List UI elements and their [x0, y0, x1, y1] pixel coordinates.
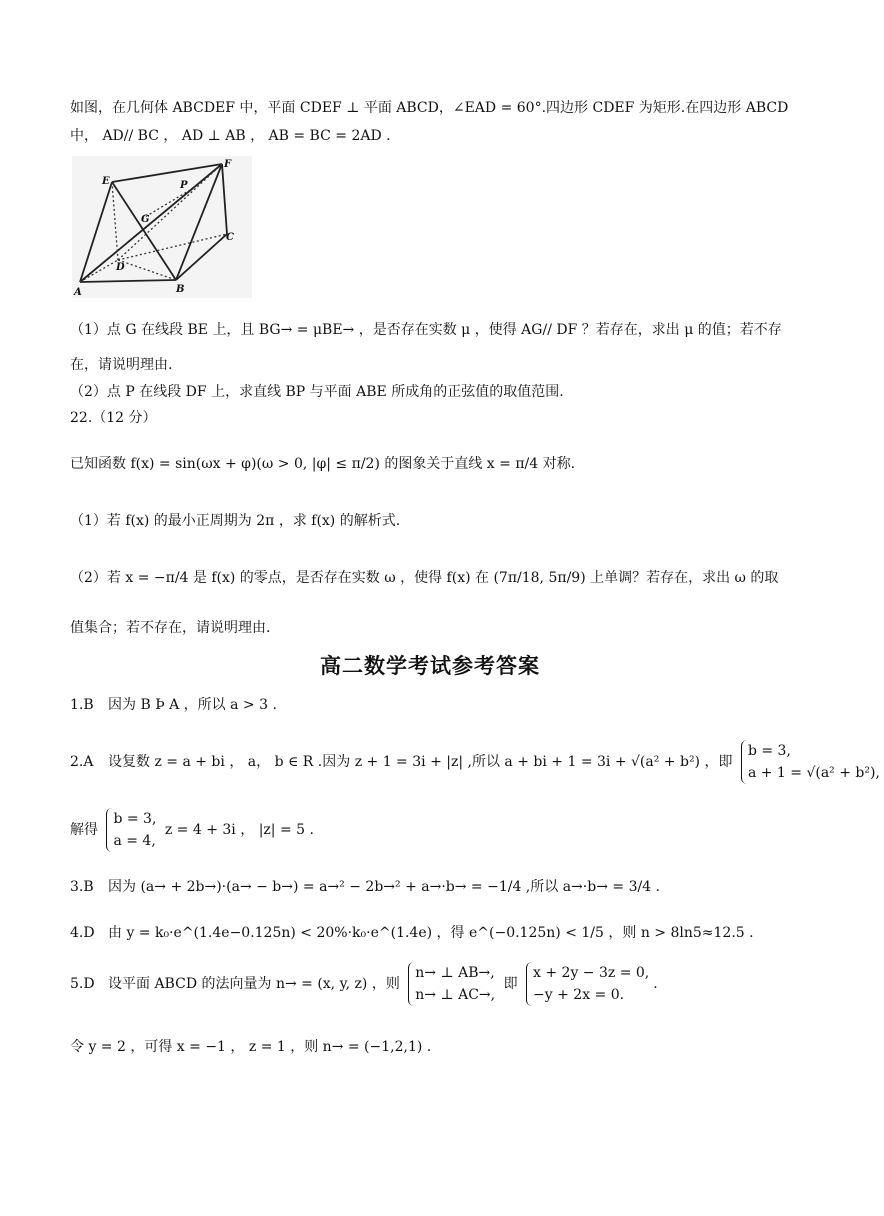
problem21-q1-line2: 在，请说明理由. [70, 357, 173, 373]
answer-2-number: 2.A [70, 754, 94, 770]
answer-4-number: 4.D [70, 925, 95, 941]
answer-5-system-a-eq1: n→ ⊥ AB→, [415, 965, 495, 981]
figure-label-a: A [74, 287, 82, 298]
problem21-q2: （2）点 P 在线段 DF 上，求直线 BP 与平面 ABE 所成角的正弦值的取值范围. [70, 384, 564, 400]
answer-4-text: 由 y = k₀·e^(1.4e−0.125n) < 20%·k₀·e^(1.4e) ，得 e^(−0.125n) < 1/5 ，则 n > 8ln5≈12.5 . [108, 925, 754, 941]
answer-5-end: . [653, 976, 658, 992]
figure-label-d: D [116, 262, 125, 273]
answer-5-system-b [526, 962, 649, 1006]
answer-5-text: 设平面 ABCD 的法向量为 n→ = (x, y, z) ，则 [108, 976, 400, 992]
problem22-q1: （1）若 f(x) 的最小正周期为 2π ，求 f(x) 的解析式. [70, 513, 401, 529]
answer-5-system-b-eq1: x + 2y − 3z = 0, [533, 965, 650, 981]
figure-label-b: B [176, 284, 185, 295]
answers-title: 高二数学考试参考答案 [320, 654, 540, 678]
problem22-stem: 已知函数 f(x) = sin(ωx + φ)(ω > 0, |φ| ≤ π/2) 的图象关于直线 x = π/4 对称. [70, 456, 576, 472]
problem22-q2-line1: （2）若 x = −π/4 是 f(x) 的零点，是否存在实数 ω ，使得 f(x) 在 (7π/18, 5π/9) 上单调？若存在，求出 ω 的取 [70, 570, 779, 586]
figure-label-e: E [102, 176, 110, 187]
answer-1-number: 1.B [70, 697, 94, 713]
problem21-intro-line2: 中， AD// BC ， AD ⊥ AB ， AB = BC = 2AD . [70, 128, 391, 144]
answer-4 [70, 923, 800, 943]
answer-2-solution-eq1: b = 3, [113, 811, 157, 827]
answer-2-solution-prefix: 解得 [70, 822, 98, 838]
answer-3-number: 3.B [70, 879, 94, 895]
answer-5-number: 5.D [70, 976, 95, 992]
answer-2-system-eq1: b = 3, [747, 743, 791, 759]
problem22-q2-line2: 值集合；若不存在，请说明理由. [70, 620, 271, 636]
answer-2-system [741, 740, 880, 784]
answer-2-solution [70, 808, 800, 852]
figure-label-c: C [226, 232, 234, 243]
figure-label-g: G [141, 214, 150, 225]
problem21-intro-line1: 如图，在几何体 ABCDEF 中，平面 CDEF ⊥ 平面 ABCD，∠EAD = 60°.四边形 CDEF 为矩形.在四边形 ABCD [70, 100, 789, 116]
answer-2-solution-rest: z = 4 + 3i ， |z| = 5 . [164, 822, 314, 838]
geometry-figure [72, 156, 252, 298]
answer-5-system-a [408, 962, 495, 1006]
figure-label-f: F [224, 159, 232, 170]
answer-1 [70, 695, 800, 715]
answer-5 [70, 962, 800, 1006]
answer-5-system-b-eq2: −y + 2x = 0. [533, 987, 625, 1003]
problem21-q1-line1: （1）点 G 在线段 BE 上，且 BG→ = μBE→ ，是否存在实数 μ ，使得 AG// DF ？若存在，求出 μ 的值；若不存 [70, 322, 782, 338]
answer-3-text: 因为 (a→ + 2b→)·(a→ − b→) = a→² − 2b→² + a→·b→ = −1/4 ,所以 a→·b→ = 3/4 . [108, 879, 660, 895]
answer-2-system-eq2: a + 1 = √(a² + b²), [747, 765, 880, 781]
answer-2-solution-system [106, 808, 156, 852]
answer-3 [70, 877, 800, 897]
answer-5-conclusion: 令 y = 2 ，可得 x = −1 ， z = 1 ，则 n→ = (−1,2,1) . [70, 1039, 432, 1055]
answer-2-text: 设复数 z = a + bi ， a， b ∈ R .因为 z + 1 = 3i + |z| ,所以 a + bi + 1 = 3i + √(a² + b²) ，即 [108, 754, 733, 770]
answer-5-mid: 即 [503, 976, 518, 992]
answer-2-solution-eq2: a = 4, [113, 833, 156, 849]
answer-1-text: 因为 B Þ A ，所以 a > 3 . [108, 697, 277, 713]
problem22-header: 22.（12 分） [70, 410, 157, 426]
answer-5-system-a-eq2: n→ ⊥ AC→, [415, 987, 496, 1003]
answer-2 [70, 740, 880, 784]
figure-label-p: P [180, 180, 188, 191]
